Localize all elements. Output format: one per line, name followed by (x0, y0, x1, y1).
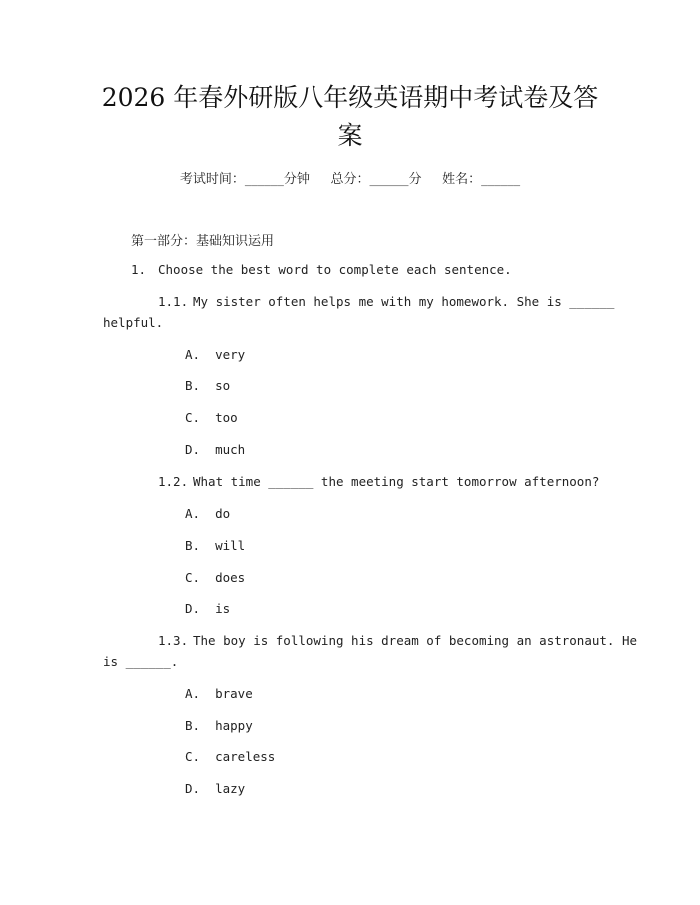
question-1-3-number: 1.3. (158, 633, 189, 648)
option-a: A. very (185, 347, 246, 362)
option-c: C. does (185, 570, 246, 585)
exam-info-line: 考试时间：______分钟 总分：______分 姓名：______ (179, 172, 521, 187)
question-1-number: 1. (131, 262, 147, 277)
question-1-1-text: My sister often helps me with my homework. She is ______ (193, 294, 615, 309)
option-a: A. brave (185, 686, 253, 701)
question-1-2-number: 1.2. (158, 474, 189, 489)
question-1-3-text: The boy is following his dream of becoming an astronaut. He (193, 633, 638, 648)
option-c: C. careless (185, 749, 276, 764)
option-b: B. so (185, 378, 231, 393)
option-b: B. will (185, 538, 246, 553)
option-d: D. much (185, 442, 246, 457)
option-b: B. happy (185, 718, 253, 733)
question-1-1-number: 1.1. (158, 294, 189, 309)
option-d: D. lazy (185, 781, 246, 796)
question-1-2-text: What time ______ the meeting start tomorrow afternoon? (193, 474, 600, 489)
section-heading: 第一部分：基础知识运用 (131, 234, 275, 249)
document-title-line-1: 2026 年春外研版八年级英语期中考试卷及答 (101, 83, 599, 112)
option-d: D. is (185, 601, 231, 616)
document-title-line-2: 案 (337, 121, 363, 150)
option-a: A. do (185, 506, 231, 521)
option-c: C. too (185, 410, 238, 425)
question-1-3-text-continued: is ______. (103, 654, 179, 669)
question-1-1-text-continued: helpful. (103, 315, 164, 330)
question-1-instruction: Choose the best word to complete each sentence. (158, 262, 512, 277)
